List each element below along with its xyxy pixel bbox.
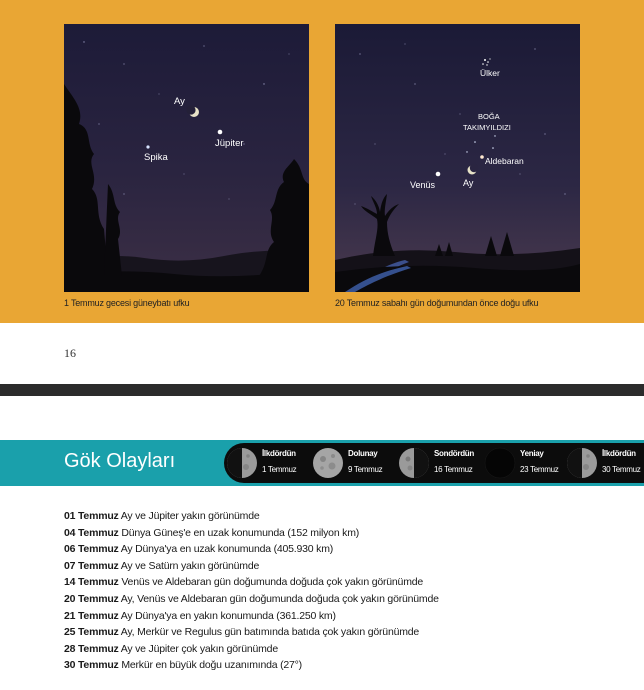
phase-date: 16 Temmuz <box>434 465 473 474</box>
new-moon-icon <box>484 447 516 479</box>
event-date: 06 Temmuz <box>64 543 119 556</box>
event-item <box>64 541 439 558</box>
first-quarter-moon-icon <box>226 447 258 479</box>
caption-southwest: 1 Temmuz gecesi güneybatı ufku <box>64 298 190 308</box>
event-item <box>64 591 439 608</box>
event-date: 20 Temmuz <box>64 592 119 605</box>
venus-dot <box>436 172 441 177</box>
phase-label: Yeniay <box>520 449 544 458</box>
event-text: Ay ve Satürn yakın görünümde <box>120 559 260 572</box>
phase-label: Dolunay <box>348 449 378 458</box>
event-text: Ay ve Jüpiter çok yakın görünümde <box>120 642 278 655</box>
event-text: Ay Dünya'ya en yakın konumunda (361.250 km) <box>120 609 336 622</box>
event-item <box>64 558 439 575</box>
last-quarter-moon-icon <box>398 447 430 479</box>
event-item <box>64 624 439 641</box>
caption-east: 20 Temmuz sabahı gün doğumundan önce doğu ufku <box>335 298 539 308</box>
event-date: 14 Temmuz <box>64 576 119 589</box>
event-text: Ay Dünya'ya en uzak konumunda (405.930 km) <box>120 543 334 556</box>
moon-label: Ay <box>174 96 185 107</box>
phase-label: İlkdördün <box>262 449 296 458</box>
jupiter-label: Jüpiter <box>215 138 244 149</box>
spica-dot <box>146 145 149 148</box>
first-quarter-moon-icon <box>566 447 598 479</box>
jupiter-dot <box>218 130 223 135</box>
events-list <box>64 508 439 674</box>
spica-label: Spika <box>144 152 168 163</box>
constellation-label-line1: BOĞA <box>478 112 500 121</box>
full-moon-icon <box>312 447 344 479</box>
phase-date: 1 Temmuz <box>262 465 297 474</box>
constellation-label-line2: TAKIMYILDIZI <box>463 123 511 132</box>
sky-illustration-east <box>335 24 580 292</box>
sky-panel-southwest <box>64 24 309 292</box>
phase-label: İlkdördün <box>602 449 636 458</box>
phase-date: 30 Temmuz <box>602 465 641 474</box>
aldebaran-dot <box>480 155 484 159</box>
section-title: Gök Olayları <box>64 450 176 472</box>
event-item <box>64 574 439 591</box>
event-text: Venüs ve Aldebaran gün doğumunda doğuda çok yakın görünümde <box>121 576 424 589</box>
event-text: Ay ve Jüpiter yakın görünümde <box>120 510 260 522</box>
phase-label: Sondördün <box>434 449 474 458</box>
event-date: 01 Temmuz <box>64 510 119 522</box>
event-date: 28 Temmuz <box>64 642 119 655</box>
event-text: Ay, Venüs ve Aldebaran gün doğumunda doğuda çok yakın görünümde <box>120 592 439 605</box>
phase-date: 23 Temmuz <box>520 465 559 474</box>
event-item <box>64 608 439 625</box>
event-text: Merkür en büyük doğu uzanımında (27°) <box>121 659 302 672</box>
event-text: Dünya Güneş'e en uzak konumunda (152 milyon km) <box>121 526 360 539</box>
aldebaran-label: Aldebaran <box>485 156 524 166</box>
event-text: Ay, Merkür ve Regulus gün batımında batıda çok yakın görünümde <box>120 626 420 639</box>
event-date: 21 Temmuz <box>64 609 119 622</box>
event-item <box>64 508 439 525</box>
event-date: 04 Temmuz <box>64 526 119 539</box>
event-date: 25 Temmuz <box>64 626 119 639</box>
event-item <box>64 641 439 658</box>
venus-label: Venüs <box>410 180 436 190</box>
event-item <box>64 657 439 674</box>
pleiades-label: Ülker <box>480 68 500 78</box>
sky-panel-east <box>335 24 580 292</box>
page-divider <box>0 384 644 396</box>
moon-label-east: Ay <box>463 178 474 188</box>
event-date: 07 Temmuz <box>64 559 119 572</box>
event-date: 30 Temmuz <box>64 659 119 672</box>
phase-date: 9 Temmuz <box>348 465 383 474</box>
event-item <box>64 525 439 542</box>
sky-illustration-southwest <box>64 24 309 292</box>
page-number: 16 <box>64 346 76 360</box>
